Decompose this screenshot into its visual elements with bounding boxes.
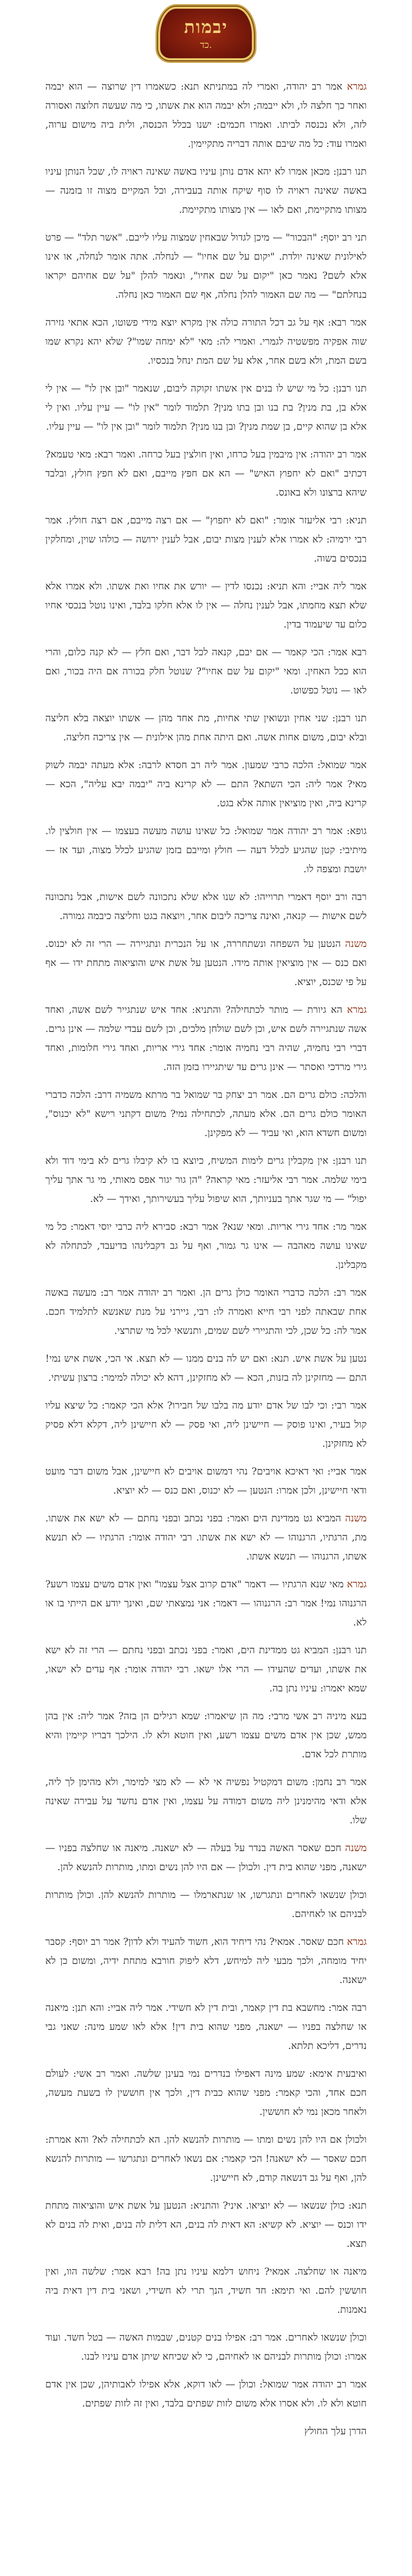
text-paragraph: [45, 1349, 367, 1387]
text-paragraph: [45, 1086, 367, 1143]
tractate-title: יבמות: [184, 17, 228, 38]
text-paragraph: [45, 1462, 367, 1500]
text-paragraph: [45, 1707, 367, 1764]
text-column: [45, 77, 367, 2450]
section-lead: משנה: [345, 938, 367, 950]
paragraph-text: תנו רבנן: כל מי שיש לו בנים אין אשתו זקוקה ליבום, שנאמר "ובן אין לו" — אין לי אלא בן, בת מנין? בת בנו ובן בתו מנין? תלמוד לומר "אין לו" — עיין עליו. ואין לי אלא בן שהוא קיים, בן שמת מנין? ובן בנו מנין? תלמוד לומר "ובן אין לו" — עיין עליו.: [45, 383, 367, 432]
text-paragraph: [45, 1509, 367, 1566]
paragraph-text: ולכולן אם היו להן נשים ומתו — מותרות להנשא להן. הא לכתחילה לא? והא אמרת: חכם שאסר — לא ישאנה! הכי קאמר: אם נשאו לאחרים ונתגרשו — מותרות להנשא להן, ואף על גב דנשאה קודם, לא חיישינן.: [45, 2134, 367, 2183]
paragraph-text: אמר אביי: ואי דאיכא אויבים? נהי דמשום אויבים לא חיישינן, אבל משום דבר מועט ודאי חיישינן, ולכן אמרו: הנטען — לא יכנוס, ואם כנס — לא יוציא.: [45, 1466, 367, 1496]
paragraph-text: תנו רבנן: המביא גט ממדינת הים, ואמר: בפני נכתב ובפני נחתם — הרי זה לא ישא את אשתו, ועדים שהעידו — הרי אלו ישאו. רבי יהודה אומר: אף עדים לא ישאו, שמא יאמרו: עיניו נתן בה.: [45, 1645, 367, 1694]
text-paragraph: [45, 935, 367, 992]
paragraph-text: תניא: רבי אליעזר אומר: "ואם לא יחפוץ" — אם רצה מייבם, אם רצה חולץ. אמר רבי ירמיה: לא אמרו אלא לענין מצות יבום, אבל לענין ירושה — כולהו שוין, ומחלקין בנכסים בשוה.: [45, 515, 367, 564]
text-paragraph: [45, 1933, 367, 1990]
text-paragraph: [45, 162, 367, 219]
paragraph-text: הנטען על השפחה ונשתחררה, או על הנכרית ונתגיירה — הרי זה לא יכנוס. ואם כנס — אין מוציאין אותה מידו. הנטען על אשת איש והוציאוה מתחת ידו — אף על פי שכנס, יוציא.: [45, 938, 367, 988]
paragraph-text: נטען על אשת איש. תנא: ואם יש לה בנים ממנו — לא תצא. אי הכי, אשת איש נמי! התם — מחזקינן לה בזנות, הכא — לא מחזקינן, דהא לא יכולה למימר: ברצון עשיתי.: [45, 1353, 367, 1383]
paragraph-text: אמר מר: אחד גירי אריות. ומאי שנא? אמר רבא: סבירא ליה כרבי יוסי דאמר: כל מי שאינו עושה מאהבה — אינו גר גמור, ואף על גב דקבלינהו בדיעבד, לכתחלה לא מקבלינן.: [45, 1221, 367, 1270]
paragraph-text: אמר רב יהודה: אין מיבמין בעל כרחו, ואין חולצין בעל כרחה. ואמר רבא: מאי טעמא? דכתיב "ואם לא יחפוץ האיש" — הא אם חפץ מייבם, ואם לא חפץ חולץ, ובלבד שיהא ברצונו ולא באונס.: [45, 449, 367, 498]
paragraph-text: חכם שאסר. אמאי? נהי דיחיד הוא, חשוד להעיד ולא לדון? אמר רב יוסף: קסבר יחיד מומחה, ולכך מבעי ליה למיחש, דלא ליפוק חורבא מתחת ידיה, ומשום כן לא ישאנה.: [45, 1936, 367, 1986]
text-paragraph: [45, 77, 367, 154]
section-lead: גמרא: [347, 1004, 367, 1015]
text-paragraph: [45, 1151, 367, 1209]
paragraph-text: אמר רב נחמן: משום דמקטיל נפשיה אי לא — לא מצי למימר, ולא מהימן לך ליה, אלא ודאי מהימנינן ליה משום דמודה על עצמו, ואין אדם נחשד על עבירה שאינה שלו.: [45, 1776, 367, 1826]
text-paragraph: [45, 2196, 367, 2253]
text-paragraph: [45, 1217, 367, 1275]
text-paragraph: [45, 709, 367, 747]
text-paragraph: [45, 1396, 367, 1453]
text-paragraph: [45, 1886, 367, 1924]
paragraph-text: אמר רבי: וכי לבו של אדם יודע מה בלבו של חבירו? אלא הכי קאמר: כל שיצא עליו קול בעיר, ואינו פוסק — חיישינן ליה, ואי פסק — לא חיישינן ליה, דקלא דלא פסיק לא מחזקינן.: [45, 1400, 367, 1449]
paragraph-text: וכולן שנשאו לאחרים ונתגרשו, או שנתארמלו — מותרות להנשא להן. וכולן מותרות לבניהם או לאחיהם.: [45, 1889, 367, 1920]
text-paragraph: [45, 379, 367, 436]
text-paragraph: [45, 822, 367, 879]
paragraph-text: אמר רב יהודה אמר שמואל: וכולן — לאו דוקא, אלא אפילו לאבותיהן, שכן אין אדם חוטא ולא לו. ולא אסרו אלא משום לזות שפתים בלבד, ואין זה לזות שפתים.: [45, 2379, 367, 2409]
text-paragraph: [45, 1001, 367, 1077]
section-lead: משנה: [345, 1513, 367, 1524]
paragraph-text: והלכה: כולם גרים הם. אמר רב יצחק בר שמואל בר מרתא משמיה דרב: הלכה כדברי האומר כולם גרים הם. אלא מעתה, לכתחילה נמי? משום דקתני רישא "לא יכנוס", ומשום חשדא הוא, ואי עביד — לא מפקינן.: [45, 1089, 367, 1139]
text-paragraph: [45, 643, 367, 700]
text-paragraph: [45, 577, 367, 634]
section-lead: גמרא: [347, 1936, 367, 1947]
text-paragraph: [45, 1641, 367, 1698]
paragraph-text: בעא מיניה רב אשי מרבי: מה הן שיאמרו: שמא רגילים הן בזה? אמר ליה: אין בהן ממש, שכן אין אדם משים עצמו רשע, ואין חוטא ולא לו. הילכך דבריו קיימין והיא מותרת לכל אדם.: [45, 1710, 367, 1760]
text-paragraph: [45, 313, 367, 370]
text-paragraph: [45, 228, 367, 304]
text-paragraph: [45, 756, 367, 813]
page-number: כד.: [200, 40, 212, 50]
text-paragraph: [45, 1998, 367, 2056]
paragraph-text: תנו רבנן: מכאן אמרו לא יהא אדם נותן עיניו באשה שאינה ראויה לו, שכל הנותן עיניו באשה שאינה ראויה לו סוף שיקח אותה בעבירה, וכל המקיים מצוה זו בזמנה — מצותו מתקיימת, ואם לאו — אין מצותו מתקיימת.: [45, 166, 367, 215]
paragraph-text: וכולן שנשאו לאחרים. אמר רב: אפילו בנים קטנים, שבמות האשה — בטל חשד. ועוד אמרו: וכולן מותרות לבניהם או לאחיהם, כי לא שכיחא שיתן אדם עיניו לבנו.: [45, 2332, 367, 2362]
text-paragraph: [45, 2064, 367, 2122]
paragraph-text: אמר שמואל: הלכה כרבי שמעון. אמר ליה רב חסדא לרבה: אלא מעתה יבמה לשוק מאי? אמר ליה: הכי השתא? התם — לא קרינא ביה "יבמה יבא עליה", הכא — קרינא ביה, ואין מוציאין אותה אלא בגט.: [45, 759, 367, 809]
paragraph-text: אמר ליה אביי: והא תניא: נכנסו לדין — יורש את אחיו ואת אשתו. ולא אמרו אלא שלא תצא מחמתו, אבל לענין נחלה — אין לו אלא חלקו בלבד, ואינו נוטל בנכסי אחיו כלום עד שיעמוד בדין.: [45, 581, 367, 630]
paragraph-text: תנא: כולן שנשאו — לא יוציאו. איני? והתניא: הנטען על אשת איש והוציאוה מתחת ידו וכנס — יוציא. לא קשיא: הא דאית לה בנים, הא דלית לה בנים, ואית לה בנים לא תצא.: [45, 2200, 367, 2249]
paragraph-text: אמר רבא: אף על גב דכל התורה כולה אין מקרא יוצא מידי פשוטו, הכא אתאי גזירה שוה אפקיה מפשטיה לגמרי. ואמרי לה: מאי "לא ימחה שמו"? שלא יהא נקרא שמו בשם המת, ולא בשם אחר, אלא על שם המת ינחל בנכסיו.: [45, 317, 367, 366]
paragraph-text: אמר רב יהודה, ואמרי לה במתניתא תנא: כשאמרו דין שרוצה — הוא יבמה ואחר כך חלצה לו, ולא ייבמה; ולא יבמה הוא את אשתו, כי מה שעשה חלוצה ואסורה לזה, ולא נכנסה לביתו. ואמרו חכמים: ישנו בכלל הכנסה, ולית ביה מישום ערוה, ואמרו עוד: כל מה שיבם אותה דבריה מתקיימין.: [45, 81, 367, 149]
text-paragraph: [45, 2375, 367, 2413]
paragraph-text: מיאנה או שחלצה. אמאי? ניחוש דלמא עיניו נתן בה! רבא אמר: שלשה הוו, ואין חוששין להם. ואי תימא: חד חשיד, הנך תרי לא חשידי, ושאני בית דין דאית ביה נאמנות.: [45, 2266, 367, 2315]
text-paragraph: [45, 1575, 367, 1632]
paragraph-text: אמר רב: הלכה כדברי האומר כולן גרים הן. ואמר רב יהודה אמר רב: מעשה באשה אחת שבאתה לפני רבי חייא ואמרה לו: רבי, גיירני על מנת שאנשא לתלמיד חכם. אמר לה: כל שכן, לכי והתגיירי לשם שמים, ותנשאי לכל מי שתרצי.: [45, 1287, 367, 1336]
text-paragraph: [45, 2130, 367, 2188]
paragraph-text: גופא: אמר רב יהודה אמר שמואל: כל שאינו עושה מעשה בעצמו — אין חולצין לו. מיתיבי: קטן שהגיע לכלל דעה — חולץ ומייבם בזמן שהגיע לכלל מצוה, ועד אז — יושבת ומצפה לו.: [45, 825, 367, 875]
paragraph-text: ואיבעית אימא: שמע מינה דאפילו בנדרים נמי בעינן שלשה. ואמר רב אשי: לעולם חכם אחד, והכי קאמר: מפני שהוא כבית דין, ולכך אין חוששין לו בשעת מעשה, ולאחר מכאן נמי לא חוששין.: [45, 2068, 367, 2117]
section-lead: גמרא: [347, 81, 367, 92]
paragraph-text: הדרן עלך החולץ: [304, 2426, 367, 2437]
paragraph-text: חכם שאסר האשה בנדר על בעלה — לא ישאנה. מיאנה או שחלצה בפניו — ישאנה, מפני שהוא בית דין. ולכולן — אם היו להן נשים ומתו, מותרות להנשא להן.: [45, 1842, 367, 1873]
paragraph-text: תנו רבנן: אין מקבלין גרים לימות המשיח, כיוצא בו לא קיבלו גרים לא בימי דוד ולא בימי שלמה. אמר רבי אליעזר: מאי קראה? "הן גור יגור אפס מאותי, מי גר אתך עליך יפול" — מי שגר אתך בעניותך, הוא שיפול עליך בעשירותך, ואידך — לא.: [45, 1155, 367, 1205]
paragraph-text: תנו רבנן: שני אחין ונשואין שתי אחיות, מת אחד מהן — אשתו יוצאה בלא חליצה ובלא יבום, משום אחות אשה. ואם היתה אחת מהן אילונית — אין צריכה חליצה.: [45, 713, 367, 743]
text-paragraph: [45, 2328, 367, 2366]
paragraph-text: מאי שנא הרגתיו — דאמר "אדם קרוב אצל עצמו" ואין אדם משים עצמו רשע? הרגנוהו נמי! אמר רב: הרגנוהו — דאמר: אני נמצאתי שם, ואינך יודע אם הייתי בו או לא.: [45, 1579, 367, 1628]
text-paragraph: [45, 2262, 367, 2319]
paragraph-text: רבה אמר: מחשבא בת דין קאמר, ובית דין לא חשידי. אמר ליה אביי: והא תנן: מיאנה או שחלצה בפניו — ישאנה, מפני שהוא בית דין! אלא לאו שמע מינה: שאני גבי נדרים, דליכא תלתא.: [45, 2002, 367, 2052]
paragraph-text: הא גיורת — מותר לכתחילה? והתניא: אחד איש שנתגייר לשם אשה, ואחד אשה שנתגיירה לשם איש, וכן לשם שולחן מלכים, וכן לשם עבדי שלמה — אינן גרים. דברי רבי נחמיה, שהיה רבי נחמיה אומר: אחד גירי אריות, ואחד גירי חלומות, ואחד גירי מרדכי ואסתר — אינן גרים עד שיתגיירו בזמן הזה.: [45, 1004, 367, 1073]
tractate-banner: [156, 4, 256, 63]
text-paragraph: [45, 2422, 367, 2441]
text-paragraph: [45, 445, 367, 502]
paragraph-text: רבא אמר: הכי קאמר — אם יבם, קנאה לכל דבר, ואם חלץ — לא קנה כלום, והרי הוא ככל האחין. ומאי "יקום על שם אחיו"? שנוטל חלק בכורה אם היה בכור, ואם לאו — נוטל כפשוט.: [45, 647, 367, 696]
text-paragraph: [45, 888, 367, 926]
section-lead: משנה: [345, 1842, 367, 1854]
paragraph-text: תני רב יוסף: "הבכור" — מיכן לגדול שבאחין שמצוה עליו לייבם. "אשר תלד" — פרט לאילונית שאינה יולדת. "יקום על שם אחיו" — לנחלה. אתה אומר לנחלה, או אינו אלא לשם? נאמר כאן "יקום על שם אחיו", ונאמר להלן "על שם אחיהם יקראו בנחלתם" — מה שם האמור להלן נחלה, אף שם האמור כאן נחלה.: [45, 232, 367, 300]
header: [0, 4, 412, 65]
section-lead: גמרא: [347, 1579, 367, 1590]
text-paragraph: [45, 511, 367, 568]
paragraph-text: רבה ורב יוסף דאמרי תרוייהו: לא שנו אלא שלא נתכוונה לשם אישות, אבל נתכוונה לשם אישות — קנאה, ואינה צריכה ליבום אחר, ויוצאה בגט וחליצה כיבמה גמורה.: [45, 891, 367, 922]
paragraph-text: המביא גט ממדינת הים ואמר: בפני נכתב ובפני נחתם — לא ישא את אשתו. מת, הרגתיו, הרגנוהו — לא ישא את אשתו. רבי יהודה אומר: הרגתיו — לא תנשא אשתו, הרגנוהו — תנשא אשתו.: [45, 1513, 367, 1562]
text-paragraph: [45, 1839, 367, 1877]
text-paragraph: [45, 1283, 367, 1341]
text-paragraph: [45, 1773, 367, 1830]
